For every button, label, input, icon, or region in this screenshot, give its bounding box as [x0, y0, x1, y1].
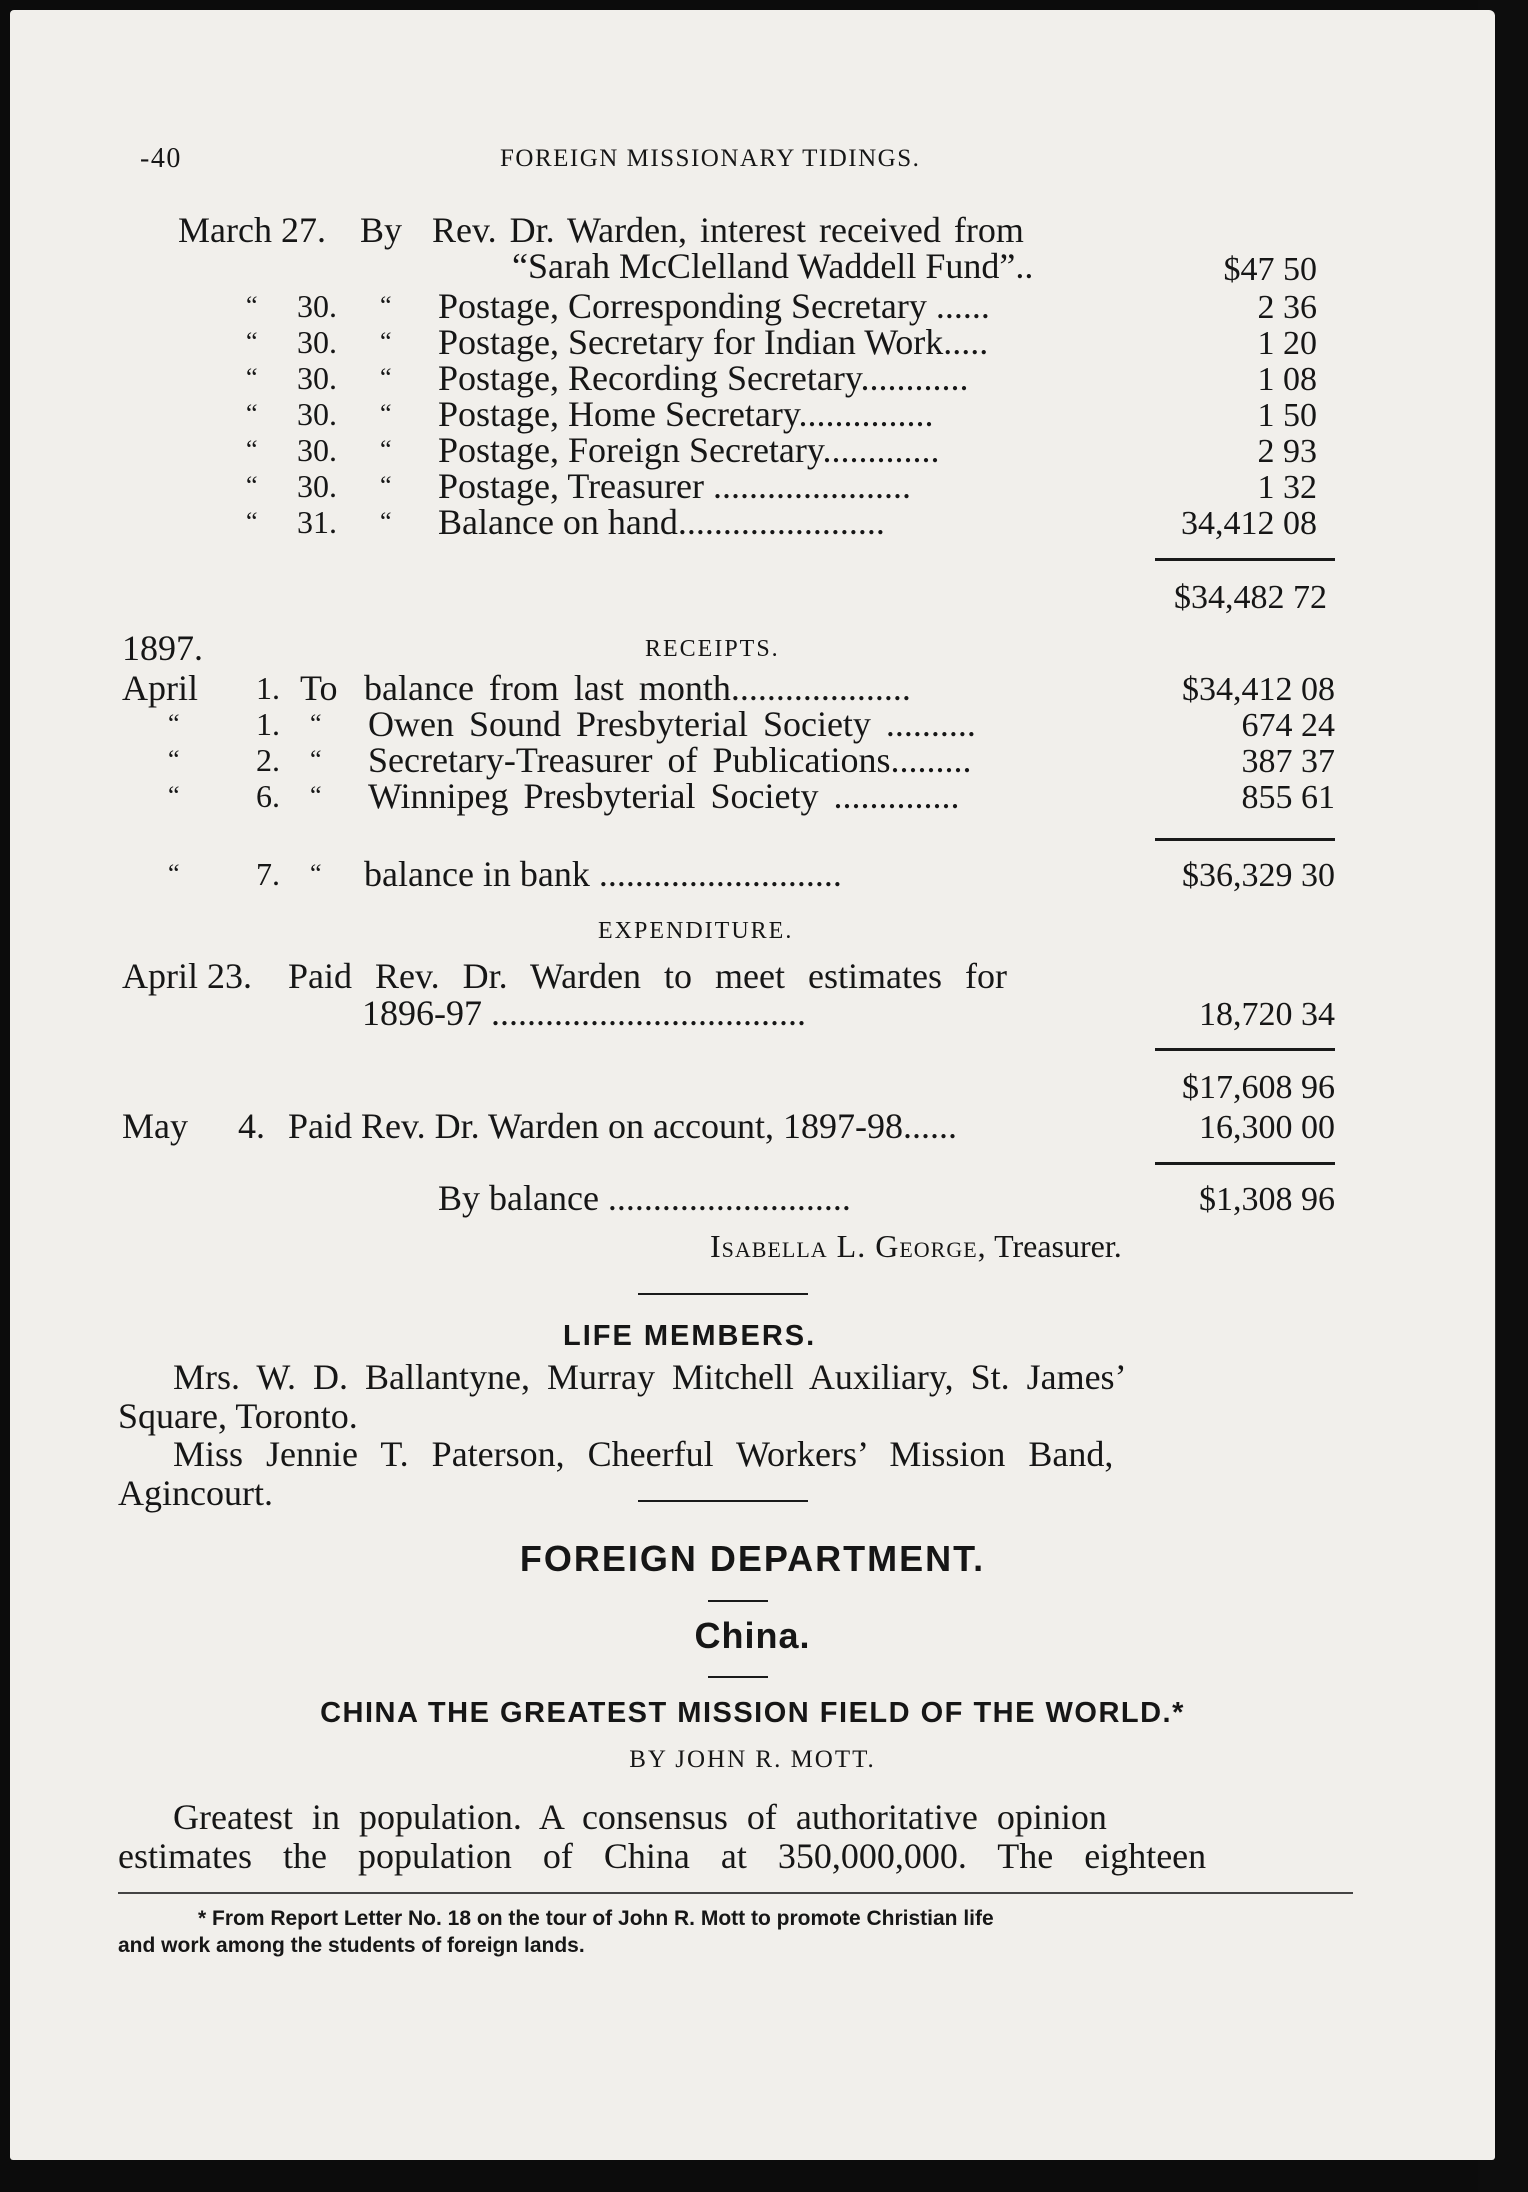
ditto-mark: “ — [246, 507, 258, 536]
ledger-month: “ — [168, 781, 180, 810]
ditto-mark: “ — [246, 471, 258, 500]
member-entry — [118, 1358, 1336, 1436]
life-members-heading: LIFE MEMBERS. — [563, 1320, 817, 1352]
ledger-desc: Postage, Recording Secretary............ — [438, 358, 969, 398]
ledger-desc: Winnipeg Presbyterial Society .............. — [368, 776, 960, 816]
ledger-day: 31. — [297, 504, 337, 540]
ledger-amount: 1 20 — [1257, 325, 1317, 362]
signature-title: Treasurer. — [994, 1228, 1122, 1264]
ditto-mark: “ — [310, 709, 322, 738]
ledger-total: $34,482 72 — [1174, 579, 1327, 616]
member-entry-line: Miss Jennie T. Paterson, Cheerful Workers’ Mission Band, — [173, 1434, 1114, 1474]
ledger-day: 30. — [297, 396, 337, 432]
paragraph-line: Greatest in population. A consensus of authoritative opinion — [173, 1797, 1107, 1837]
ledger-day: 30. — [297, 468, 337, 504]
ditto-mark: “ — [310, 781, 322, 810]
signature — [710, 1228, 1122, 1265]
total-rule — [1155, 1048, 1335, 1051]
ledger-year: 1897. — [122, 628, 203, 668]
heading-rule — [708, 1600, 768, 1602]
ditto-mark: “ — [246, 363, 258, 392]
ledger-amount: $34,412 08 — [1182, 671, 1335, 708]
ledger-desc: Postage, Home Secretary............... — [438, 394, 934, 434]
ledger-amount: 1 08 — [1257, 361, 1317, 398]
running-title: FOREIGN MISSIONARY TIDINGS. — [500, 145, 921, 172]
ledger-desc: Paid Rev. Dr. Warden on account, 1897-98...... — [288, 1106, 957, 1146]
total-rule — [1155, 558, 1335, 561]
section-divider — [638, 1293, 808, 1295]
ledger-month: “ — [168, 745, 180, 774]
ledger-day: 1. — [256, 670, 280, 706]
balance-amount: $1,308 96 — [1199, 1181, 1335, 1218]
ditto-mark: “ — [380, 327, 392, 356]
ledger-to: To — [300, 668, 338, 708]
ledger-desc: Balance on hand....................... — [438, 502, 885, 542]
ledger-date: May — [122, 1106, 188, 1146]
article-paragraph — [118, 1798, 1336, 1876]
ledger-amount: 387 37 — [1241, 743, 1335, 780]
total-rule — [1155, 1162, 1335, 1165]
ledger-desc: 1896-97 ................................... — [362, 993, 806, 1033]
ditto-mark: “ — [380, 471, 392, 500]
ditto-mark: “ — [380, 363, 392, 392]
ledger-desc: Rev. Dr. Warden, interest received from — [432, 210, 1024, 250]
ditto-mark: “ — [310, 859, 322, 888]
ditto-mark: “ — [168, 859, 180, 888]
footnote-line: and work among the students of foreign lands. — [118, 1934, 585, 1957]
heading-rule — [708, 1676, 768, 1678]
ledger-amount: 855 61 — [1241, 779, 1335, 816]
ledger-day: 30. — [297, 432, 337, 468]
ledger-day: 6. — [256, 778, 280, 814]
member-entry-line: Agincourt. — [118, 1473, 273, 1513]
ledger-amount: 1 32 — [1257, 469, 1317, 506]
ledger-month: April — [122, 668, 198, 708]
ledger-day: 30. — [297, 360, 337, 396]
ditto-mark: “ — [380, 291, 392, 320]
ledger-amount: 16,300 00 — [1199, 1109, 1335, 1146]
country-heading: China. — [694, 1615, 811, 1656]
ledger-desc: Postage, Corresponding Secretary ...... — [438, 286, 990, 326]
member-entry-line: Mrs. W. D. Ballantyne, Murray Mitchell Auxiliary, St. James’ — [173, 1357, 1127, 1397]
ditto-mark: “ — [246, 327, 258, 356]
ditto-mark: “ — [310, 745, 322, 774]
member-entry-line: Square, Toronto. — [118, 1396, 358, 1436]
ledger-desc: Owen Sound Presbyterial Society .......... — [368, 704, 976, 744]
ditto-mark: “ — [380, 435, 392, 464]
ledger-day: 4. — [238, 1106, 265, 1146]
ledger-by: By — [360, 210, 403, 250]
ledger-amount: 34,412 08 — [1181, 505, 1317, 542]
ledger-desc: Postage, Secretary for Indian Work..... — [438, 322, 989, 362]
ledger-day: 1. — [256, 706, 280, 742]
ledger-day: 30. — [297, 288, 337, 324]
footnote-line: * From Report Letter No. 18 on the tour of John R. Mott to promote Christian life — [198, 1907, 994, 1930]
section-heading-receipts: RECEIPTS. — [645, 636, 780, 662]
footnote-rule — [118, 1892, 1353, 1894]
ledger-desc: Paid Rev. Dr. Warden to meet estimates for — [288, 956, 1007, 996]
ledger-amount: 2 36 — [1257, 289, 1317, 326]
ditto-mark: “ — [246, 435, 258, 464]
ledger-day: 2. — [256, 742, 280, 778]
section-heading-expenditure: EXPENDITURE. — [598, 918, 794, 944]
ditto-mark: “ — [246, 291, 258, 320]
ditto-mark: “ — [380, 399, 392, 428]
department-heading: FOREIGN DEPARTMENT. — [519, 1538, 986, 1579]
ledger-month: “ — [168, 709, 180, 738]
ledger-day: 7. — [256, 856, 280, 892]
signature-name: Isabella L. George, — [710, 1228, 987, 1264]
ledger-desc: balance from last month.................... — [364, 668, 911, 708]
ledger-day: 30. — [297, 324, 337, 360]
section-divider — [638, 1500, 808, 1502]
article-byline: BY JOHN R. MOTT. — [629, 1746, 876, 1773]
total-rule — [1155, 838, 1335, 841]
page-number: -40 — [140, 143, 182, 174]
balance-line: By balance ........................... — [438, 1178, 851, 1218]
ledger-amount: 2 93 — [1257, 433, 1317, 470]
ledger-desc: Secretary-Treasurer of Publications......... — [368, 740, 972, 780]
paragraph-line: estimates the population of China at 350,000,000. The eighteen — [118, 1836, 1207, 1876]
ledger-amount: 674 24 — [1241, 707, 1335, 744]
article-title: CHINA THE GREATEST MISSION FIELD OF THE WORLD.* — [320, 1697, 1185, 1729]
ledger-desc: Postage, Treasurer ...................... — [438, 466, 911, 506]
ledger-desc: “Sarah McClelland Waddell Fund”.. — [512, 246, 1034, 286]
ledger-desc: Postage, Foreign Secretary............. — [438, 430, 940, 470]
ledger-amount: 18,720 34 — [1199, 996, 1335, 1033]
ledger-amount: $47 50 — [1223, 251, 1317, 288]
ledger-amount: $36,329 30 — [1182, 857, 1335, 894]
ditto-mark: “ — [380, 507, 392, 536]
ledger-date: April 23. — [122, 956, 252, 996]
ledger-desc: balance in bank ........................... — [364, 854, 842, 894]
ditto-mark: “ — [246, 399, 258, 428]
ledger-date: March 27. — [178, 210, 326, 250]
footnote — [118, 1905, 994, 1959]
ledger-subtotal: $17,608 96 — [1182, 1069, 1335, 1106]
ledger-amount: 1 50 — [1257, 397, 1317, 434]
page — [10, 10, 1495, 2160]
